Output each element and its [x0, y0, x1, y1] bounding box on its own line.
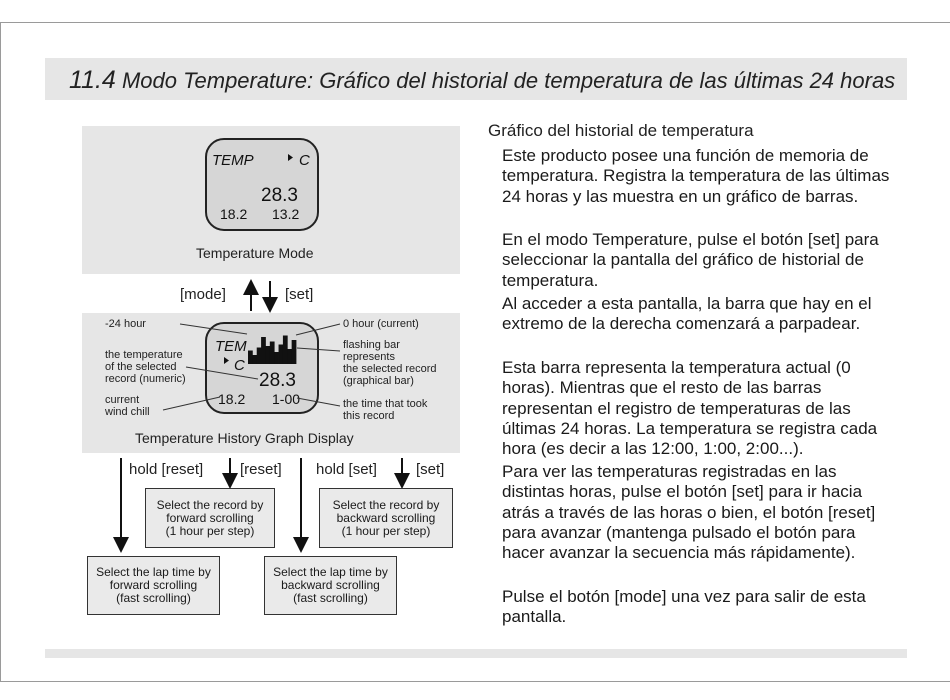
paragraph-4: Esta barra representa la temperatura actual (0 horas). Mientras que el resto de las barras representan el registro de temperaturas de las últimas 24 horas. La temperatura se registra cada hora (es decir a las 12:00, 1:00, 2:00...). — [502, 358, 878, 459]
history-bar — [283, 336, 288, 365]
history-bar — [265, 346, 270, 364]
backward-record-text: Select the record by backward scrolling (1 hour per step) — [332, 497, 440, 538]
backward-lap-box — [264, 556, 397, 615]
history-bar — [274, 352, 279, 364]
history-main-value: 28.3 — [259, 370, 296, 391]
history-bar — [257, 348, 262, 365]
section-number: 11.4 — [69, 66, 116, 94]
history-bar — [279, 345, 284, 365]
paragraph-3: Al acceder a esta pantalla, la barra que hay en el extremo de la derecha comenzará a parpadear. — [502, 294, 872, 334]
paragraph-6: Pulse el botón [mode] una vez para salir de esta pantalla. — [502, 587, 866, 627]
content-heading: Gráfico del historial de temperatura — [488, 121, 754, 140]
callout-selected-temp: the temperature of the selected record (numeric) — [105, 349, 186, 385]
history-bottom-right: 1-00 — [272, 391, 301, 407]
history-bar — [261, 337, 266, 364]
callout-wind-chill: current wind chill — [105, 394, 150, 418]
hold-set-label: hold [set] — [316, 461, 377, 478]
history-bar — [252, 355, 257, 364]
hold-reset-label: hold [reset] — [129, 461, 204, 478]
history-graph-caption: Temperature History Graph Display — [135, 430, 354, 446]
mode-bottom-right: 13.2 — [272, 206, 300, 222]
history-bottom-left: 18.2 — [218, 391, 246, 407]
paragraph-5: Para ver las temperaturas registradas en las distintas horas, pulse el botón [set] para ir hacia atrás a través de las horas o bien, el botón [reset] para avanzar (mantenga pulsado el botón para hacer avanzar la secuencia más rápidamente). — [502, 462, 876, 563]
backward-lap-text: Select the lap time by backward scrolling (fast scrolling) — [273, 565, 388, 605]
mode-unit: C — [299, 152, 310, 169]
forward-lap-box — [87, 556, 220, 615]
reset-label: [reset] — [240, 461, 282, 478]
forward-record-box — [145, 488, 275, 548]
mode-key-label: [mode] — [180, 286, 226, 303]
mode-watch-display — [206, 139, 318, 230]
temperature-mode-caption: Temperature Mode — [196, 245, 314, 261]
forward-lap-text: Select the lap time by forward scrolling (fast scrolling) — [96, 565, 211, 605]
history-bar — [248, 351, 253, 365]
set-label: [set] — [416, 461, 445, 478]
forward-record-text: Select the record by forward scrolling (1 hour per step) — [156, 497, 264, 538]
footer-band — [45, 649, 907, 658]
backward-record-box — [319, 488, 453, 548]
mode-main-value: 28.3 — [261, 185, 298, 206]
history-temp-label: TEM — [215, 338, 247, 355]
callout-zero-hour: 0 hour (current) — [343, 318, 419, 330]
callout-minus24: -24 hour — [105, 318, 146, 330]
callout-flashing-bar: flashing bar represents the selected record (graphical bar) — [343, 339, 437, 387]
paragraph-2: En el modo Temperature, pulse el botón [set] para seleccionar la pantalla del gráfico de historial de temperatura. — [502, 230, 879, 290]
history-unit: C — [234, 357, 245, 374]
callout-time-took: the time that took this record — [343, 398, 428, 422]
history-watch-display — [206, 323, 318, 413]
mode-bottom-left: 18.2 — [220, 206, 248, 222]
set-key-label: [set] — [285, 286, 314, 303]
history-bar — [270, 342, 275, 365]
history-bar — [287, 349, 292, 364]
section-title-text: Modo Temperature: Gráfico del historial de temperatura de las últimas 24 horas — [121, 68, 896, 93]
mode-temp-label: TEMP — [212, 152, 254, 169]
history-bar — [292, 340, 297, 364]
paragraph-1: Este producto posee una función de memoria de temperatura. Registra la temperatura de las últimas 24 horas y las muestra en un gráfico de barras. — [502, 146, 890, 206]
